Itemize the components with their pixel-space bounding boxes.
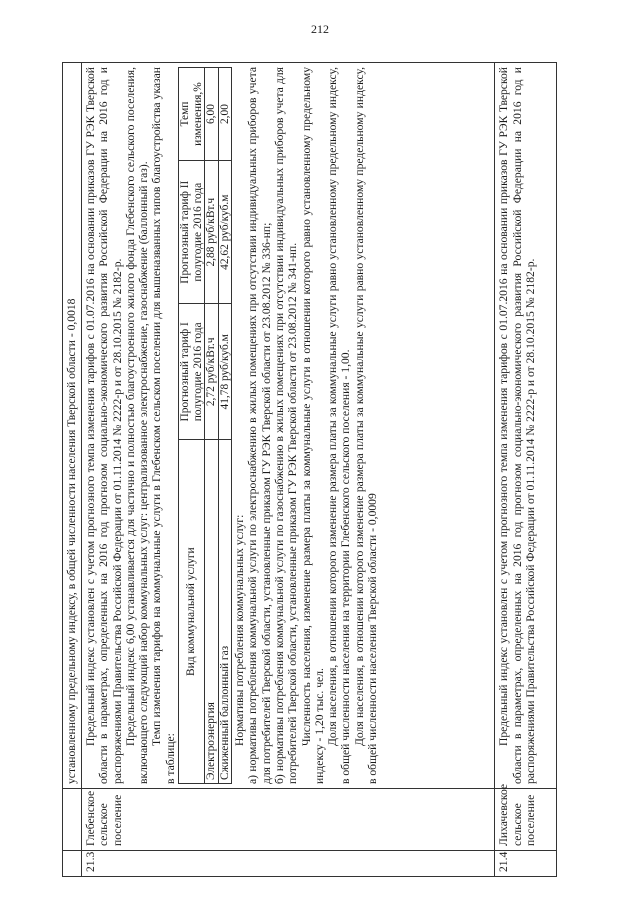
row-number-cell: 21.4 xyxy=(495,851,557,877)
table-cell: 42,62 руб/куб.м xyxy=(218,161,232,304)
settlement-name-cell: Глебенское сельское поселение xyxy=(82,789,495,851)
top-row-text: установленному предельному индексу, в общей численности населения Тверской области - 0,0018 xyxy=(63,63,82,789)
paragraph: Темп изменения тарифов на коммунальные услуги в Глебенском сельском поселении для вышеназванных типов благоустройства указан в таблице: xyxy=(150,67,177,784)
table-header-row xyxy=(179,68,205,784)
table-cell: 2,72 руб/кВт.ч xyxy=(205,304,219,440)
table-cell: 2,88 руб/кВт.ч xyxy=(205,161,219,304)
row-description-cell xyxy=(82,63,495,789)
tariff-table xyxy=(178,67,232,784)
municipal-index-table xyxy=(62,62,557,877)
column-header: Прогнозный тариф II полугодие 2016 года xyxy=(179,161,205,304)
page-number: 212 xyxy=(311,22,329,36)
table-row xyxy=(495,63,557,877)
table-row xyxy=(63,63,82,877)
paragraph: Предельный индекс установлен с учетом прогнозного темпа изменения тарифов с 01.07.2016 на основании приказов ГУ РЭК Тверской области в параметрах, определенных на 2016 год прогнозом социально-экономического развития Российской Федерации на 2016 год и распоряжениями Правительства Российской Федерации от 01.11.2014 № 2222-р и от 28.10.2015 № 2182-р. xyxy=(84,67,124,784)
column-header: Темп изменения,% xyxy=(179,68,205,161)
table-row xyxy=(205,68,219,784)
table-cell: Электроэнергия xyxy=(205,440,219,784)
column-header: Прогнозный тариф I полугодие 2016 года xyxy=(179,304,205,440)
row-number-cell: 21.3 xyxy=(82,851,495,877)
table-cell: 41,78 руб/куб.м xyxy=(218,304,232,440)
paragraph: Численность населения, изменение размера платы за коммунальные услуги в отношении которого равно установленному предельному индексу - 1,20 тыс. чел. xyxy=(299,67,326,784)
table-cell: 2,00 xyxy=(218,68,232,161)
table-row xyxy=(82,63,495,877)
paragraph: Доля населения, в отношении которого изменение размера платы за коммунальные услуги равно установленному предельному индексу, в общей численности населения Тверской области - 0,0009 xyxy=(352,67,380,784)
row-description-cell xyxy=(495,63,557,789)
row-number-cell xyxy=(63,851,82,877)
paragraph: Нормативы потребления коммунальных услуг: xyxy=(233,514,247,746)
paragraph: Предельный индекс 6,00 устанавливается для частично и полностью благоустроенного жилого фонда Глебенского сельского поселения, включающего следующий набор коммунальных услуг: централизованное электроснабжение, газоснабжение (баллонный газ). xyxy=(123,67,151,784)
column-header: Вид коммунальной услуги xyxy=(179,440,205,784)
table-row xyxy=(218,68,232,784)
paragraph: а) нормативы потребления коммунальной услуги по электроснабжению в жилых помещениях при отсутствии индивидуальных приборов учета для потребителей Тверской области, установленные приказом ГУ РЭК Тверской области от 23.08.2012 № 336-нп; xyxy=(246,67,273,784)
paragraph: Предельный индекс установлен с учетом прогнозного темпа изменения тарифов с 01.07.2016 на основании приказов ГУ РЭК Тверской области в параметрах, определенных на 2016 год прогнозом социально-экономического развития Российской Федерации на 2016 год и распоряжениями Правительства Российской Федерации от 01.11.2014 № 2222-р и от 28.10.2015 № 2182-р. xyxy=(497,67,537,784)
table-cell: 6,00 xyxy=(205,68,219,161)
paragraph: б) нормативы потребления коммунальной услуги по газоснабжению в жилых помещениях при отсутствии индивидуальных приборов учета для потребителей Тверской области, установленные приказом ГУ РЭК Тверской области от 23.08.2012 № 341-нп. xyxy=(272,67,300,784)
paragraph: Доля населения, в отношении которого изменение размера платы за коммунальные услуги равно установленному предельному индексу, в общей численности населения на территории Глебенского сельского поселения - 1,00. xyxy=(326,67,353,784)
settlement-name-cell: Лихачевское сельское поселение xyxy=(495,789,557,851)
settlement-name-cell xyxy=(63,789,82,851)
table-cell: Сжиженный баллонный газ xyxy=(218,440,232,784)
rotated-page-content xyxy=(62,62,557,877)
